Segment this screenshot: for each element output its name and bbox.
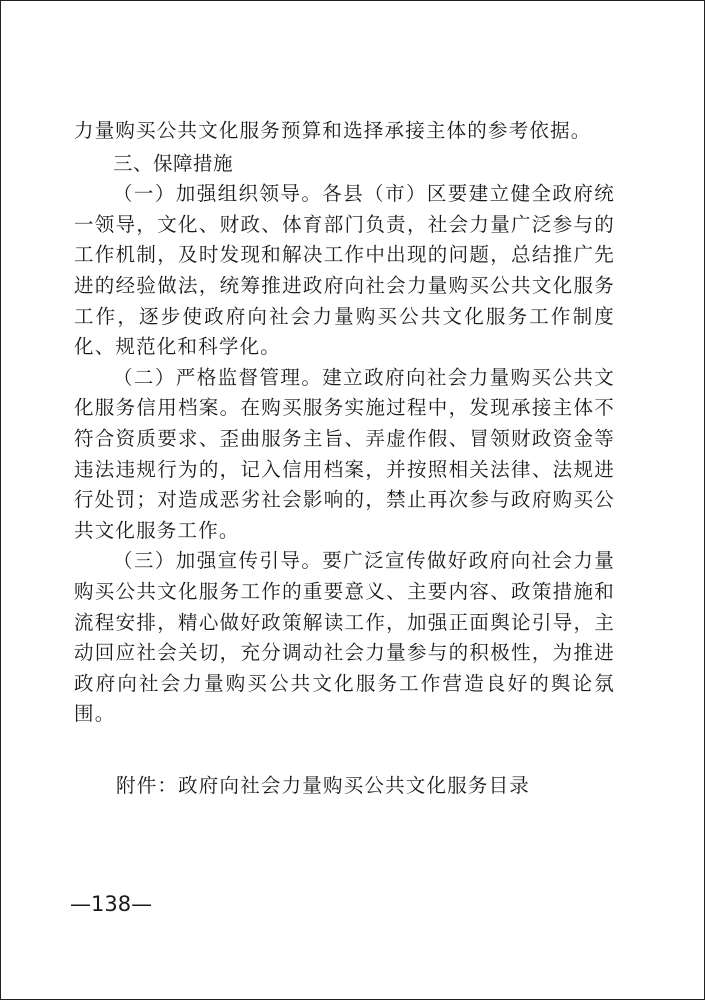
measure-body-1: 各县（市）区要建立健全政府统一领导，文化、财政、体育部门负责，社会力量广泛参与的工作机制，及时发现和解决工作中出现的问题，总结推广先进的经验做法，统筹推进政府向社会力量购买公共文化服务工作，逐步使政府向社会力量购买公共文化服务工作制度化、规范化和科学化。 (74, 182, 615, 359)
page-number: —138— (70, 892, 153, 916)
measure-title-3: （三）加强宣传引导。 (113, 549, 323, 573)
continuation-paragraph: 力量购买公共文化服务预算和选择承接主体的参考依据。 (74, 119, 592, 142)
attachment-line: 附件：政府向社会力量购买公共文化服务目录 (116, 774, 531, 797)
measure-body-3: 要广泛宣传做好政府向社会力量购买公共文化服务工作的重要意义、主要内容、政策措施和流程安排，精心做好政策解读工作，加强正面舆论引导，主动回应社会关切，充分调动社会力量参与的积极性，为推进政府向社会力量购买公共文化服务工作营造良好的舆论氛围。 (74, 549, 615, 726)
measure-title-1: （一）加强组织领导。 (113, 182, 323, 206)
body-text (74, 116, 615, 730)
measure-paragraph-3 (74, 546, 615, 730)
section-heading: 三、保障措施 (113, 151, 234, 175)
measure-title-2: （二）严格监督管理。 (113, 365, 323, 389)
measure-paragraph-1 (74, 179, 615, 363)
measure-body-2: 建立政府向社会力量购买公共文化服务信用档案。在购买服务实施过程中，发现承接主体不符合资质要求、歪曲服务主旨、弄虚作假、冒领财政资金等违法违规行为的，记入信用档案，并按照相关法律、法规进行处罚；对造成恶劣社会影响的，禁止再次参与政府购买公共文化服务工作。 (74, 365, 615, 542)
measure-paragraph-2 (74, 363, 615, 547)
